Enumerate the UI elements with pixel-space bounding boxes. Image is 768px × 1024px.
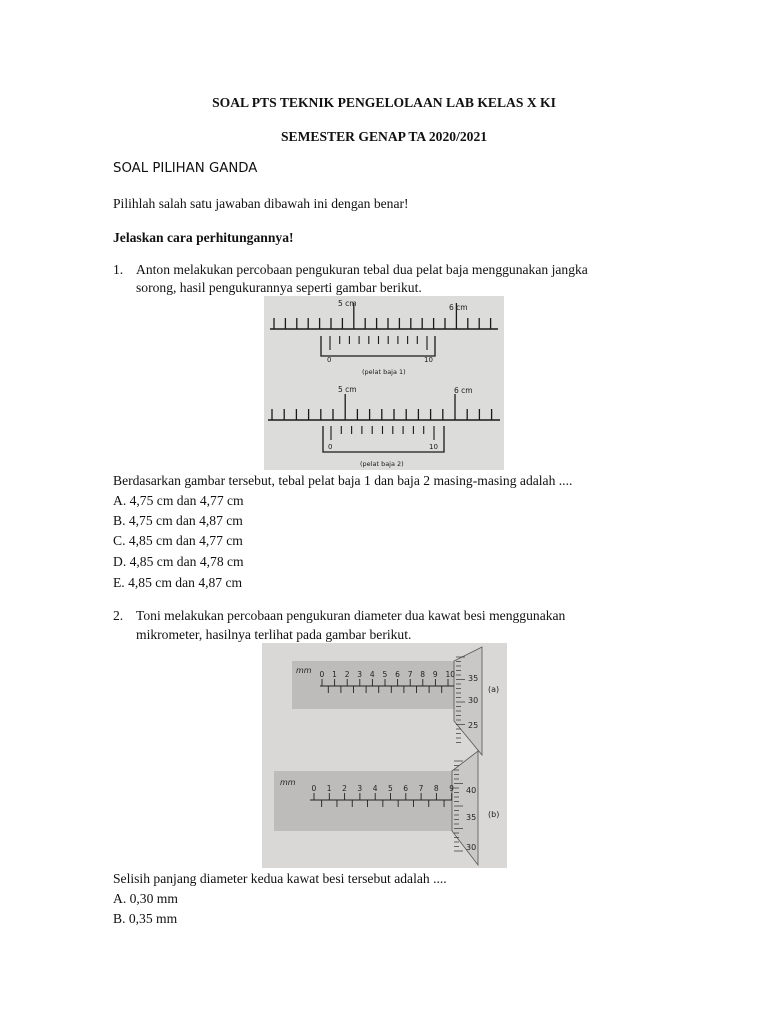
thimble-b-30: 30: [466, 843, 477, 852]
q1-option-b[interactable]: B. 4,75 cm dan 4,87 cm: [113, 513, 243, 528]
label-6cm-top: 6 cm: [449, 303, 468, 312]
question-2-prompt: Selisih panjang diameter kedua kawat besi tersebut adalah ....: [113, 871, 447, 886]
thimble-a-25: 25: [468, 721, 479, 730]
scale-number: 1: [332, 670, 337, 679]
scale-number: 2: [344, 670, 350, 679]
question-1-line-2: sorong, hasil pengukurannya seperti gambar berikut.: [136, 280, 422, 295]
document-title: SOAL PTS TEKNIK PENGELOLAAN LAB KELAS X KI: [212, 95, 556, 110]
thimble-a-30: 30: [468, 696, 479, 705]
scale-number: 8: [433, 784, 439, 793]
scale-number: 6: [403, 784, 409, 793]
label-b: (b): [488, 810, 500, 819]
scale-number: 10: [445, 670, 456, 679]
scale-number: 3: [357, 784, 363, 793]
vernier-10-top: 10: [424, 356, 433, 364]
thimble-b-35: 35: [466, 813, 477, 822]
instruction-bold: Jelaskan cara perhitungannya!: [113, 230, 294, 245]
caption-bottom: (pelat baja 2): [360, 460, 404, 468]
question-2-line-2: mikrometer, hasilnya terlihat pada gambar berikut.: [136, 627, 412, 642]
thimble-b-40: 40: [466, 786, 477, 795]
label-5cm-bottom: 5 cm: [338, 385, 357, 394]
label-6cm-bottom: 6 cm: [454, 386, 473, 395]
question-1-line-1: Anton melakukan percobaan pengukuran tebal dua pelat baja menggunakan jangka: [136, 262, 588, 277]
q1-option-c[interactable]: C. 4,85 cm dan 4,77 cm: [113, 533, 243, 548]
scale-number: 5: [382, 670, 388, 679]
caption-top: (pelat baja 1): [362, 368, 406, 376]
q1-option-d[interactable]: D. 4,85 cm dan 4,78 cm: [113, 554, 244, 569]
question-2-number: 2.: [113, 608, 124, 623]
q1-option-a[interactable]: A. 4,75 cm dan 4,77 cm: [113, 493, 244, 508]
instruction-text: Pilihlah salah satu jawaban dibawah ini dengan benar!: [113, 196, 409, 211]
scale-number: 9: [432, 670, 438, 679]
scale-number: 5: [388, 784, 393, 793]
unit-b: mm: [280, 778, 296, 787]
scale-number: 6: [395, 670, 400, 679]
scale-number: 7: [418, 784, 424, 793]
scale-number: 3: [357, 670, 363, 679]
q2-option-b[interactable]: B. 0,35 mm: [113, 911, 178, 926]
q1-option-e[interactable]: E. 4,85 cm dan 4,87 cm: [113, 575, 243, 590]
question-1-number: 1.: [113, 262, 124, 277]
document-subtitle: SEMESTER GENAP TA 2020/2021: [280, 129, 488, 144]
scale-number: 1: [326, 784, 332, 793]
scale-number: 4: [369, 670, 375, 679]
vernier-caliper-figure: [264, 296, 504, 470]
label-5cm-top: 5 cm: [338, 299, 357, 308]
section-heading: SOAL PILIHAN GANDA: [113, 161, 258, 176]
unit-a: mm: [296, 666, 312, 675]
q2-option-a[interactable]: A. 0,30 mm: [113, 891, 178, 906]
micrometer-figure: [262, 643, 507, 868]
thimble-a-35: 35: [468, 674, 479, 683]
question-1-prompt: Berdasarkan gambar tersebut, tebal pelat baja 1 dan baja 2 masing-masing adalah ....: [113, 473, 573, 488]
question-2-line-1: Toni melakukan percobaan pengukuran diameter dua kawat besi menggunakan: [136, 608, 566, 623]
vernier-0-top: 0: [327, 356, 332, 364]
scale-number: 8: [420, 670, 426, 679]
scale-number: 0: [311, 784, 317, 793]
label-a: (a): [488, 685, 500, 694]
vernier-10-bottom: 10: [429, 443, 438, 451]
scale-number: 7: [407, 670, 413, 679]
scale-number: 4: [372, 784, 378, 793]
scale-number: 0: [319, 670, 325, 679]
scale-number: 9: [449, 784, 454, 793]
scale-number: 2: [342, 784, 347, 793]
vernier-0-bottom: 0: [328, 443, 333, 451]
